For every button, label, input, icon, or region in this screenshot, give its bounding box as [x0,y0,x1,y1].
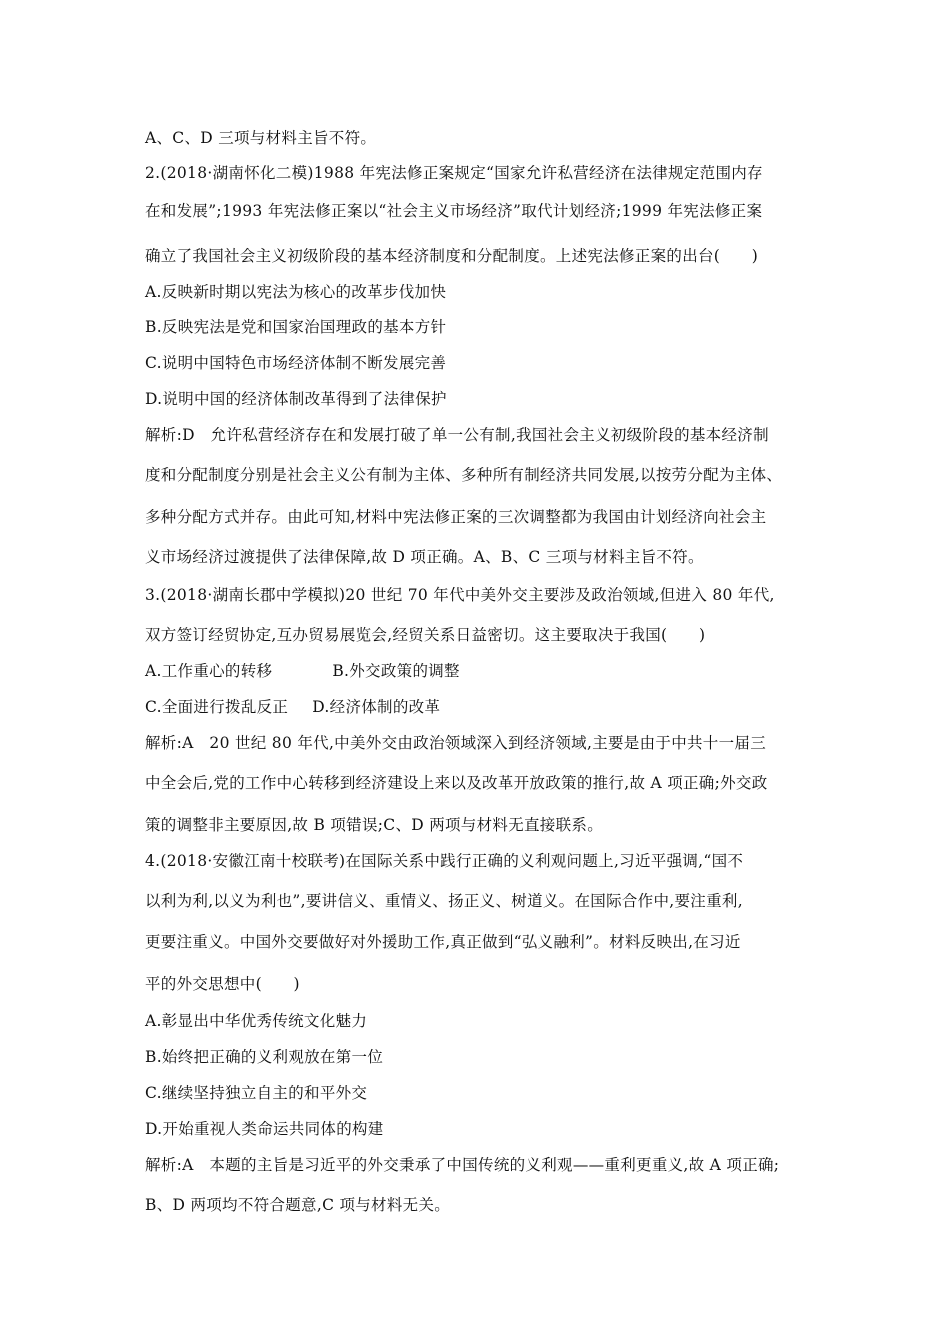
question-2-stem: 2.(2018·湖南怀化二模)1988 年宪法修正案规定“国家允许私营经济在法律规定范围内存 [145,164,763,182]
question-4-analysis: 解析:A 本题的主旨是习近平的外交秉承了中国传统的义利观——重利更重义,故 A 项正确; [145,1156,780,1174]
question-3-option-a: A.工作重心的转移 [145,662,273,680]
question-3-options-ab [145,661,460,681]
question-3-analysis: 策的调整非主要原因,故 B 项错误;C、D 两项与材料无直接联系。 [145,816,604,834]
question-4-stem: 更要注重义。中国外交要做好对外援助工作,真正做到“弘义融利”。材料反映出,在习近 [145,933,741,951]
question-2-option-d: D.说明中国的经济体制改革得到了法律保护 [145,390,447,408]
question-4-option-d: D.开始重视人类命运共同体的构建 [145,1120,384,1138]
question-3-option-d: D.经济体制的改革 [312,698,441,716]
question-3-options-cd [145,697,440,717]
question-2-stem: 在和发展”;1993 年宪法修正案以“社会主义市场经济”取代计划经济;1999 年宪法修正案 [145,202,763,220]
question-4-option-a: A.彰显出中华优秀传统文化魅力 [145,1012,368,1030]
question-2-option-b: B.反映宪法是党和国家治国理政的基本方针 [145,318,447,336]
question-3-stem: 3.(2018·湖南长郡中学模拟)20 世纪 70 年代中美外交主要涉及政治领域,但进入 80 年代, [145,586,775,604]
question-3-option-b: B.外交政策的调整 [332,662,460,680]
question-4-analysis: B、D 两项均不符合题意,C 项与材料无关。 [145,1196,451,1214]
question-2-analysis: 度和分配制度分别是社会主义公有制为主体、多种所有制经济共同发展,以按劳分配为主体、 [145,466,783,484]
question-2-stem: 确立了我国社会主义初级阶段的基本经济制度和分配制度。上述宪法修正案的出台( ) [145,247,759,265]
question-3-option-c: C.全面进行拨乱反正 [145,698,289,716]
question-4-stem: 4.(2018·安徽江南十校联考)在国际关系中践行正确的义利观问题上,习近平强调,“国不 [145,852,744,870]
question-4-option-c: C.继续坚持独立自主的和平外交 [145,1084,368,1102]
question-2-analysis: 义市场经济过渡提供了法律保障,故 D 项正确。A、B、C 三项与材料主旨不符。 [145,548,704,566]
question-2-option-c: C.说明中国特色市场经济体制不断发展完善 [145,354,447,372]
question-4-stem: 以利为利,以义为利也”,要讲信义、重情义、扬正义、树道义。在国际合作中,要注重利, [145,892,743,910]
question-3-analysis: 中全会后,党的工作中心转移到经济建设上来以及改革开放政策的推行,故 A 项正确;外交政 [145,774,768,792]
question-3-analysis: 解析:A 20 世纪 80 年代,中美外交由政治领域深入到经济领域,主要是由于中共十一届三 [145,734,766,752]
question-4-option-b: B.始终把正确的义利观放在第一位 [145,1048,384,1066]
question-3-stem: 双方签订经贸协定,互办贸易展览会,经贸关系日益密切。这主要取决于我国( ) [145,626,706,644]
question-2-option-a: A.反映新时期以宪法为核心的改革步伐加快 [145,283,447,301]
question-2-analysis: 解析:D 允许私营经济存在和发展打破了单一公有制,我国社会主义初级阶段的基本经济制 [145,426,769,444]
text-line: A、C、D 三项与材料主旨不符。 [145,129,377,147]
question-4-stem: 平的外交思想中( ) [145,975,300,993]
question-2-analysis: 多种分配方式并存。由此可知,材料中宪法修正案的三次调整都为我国由计划经济向社会主 [145,508,767,526]
